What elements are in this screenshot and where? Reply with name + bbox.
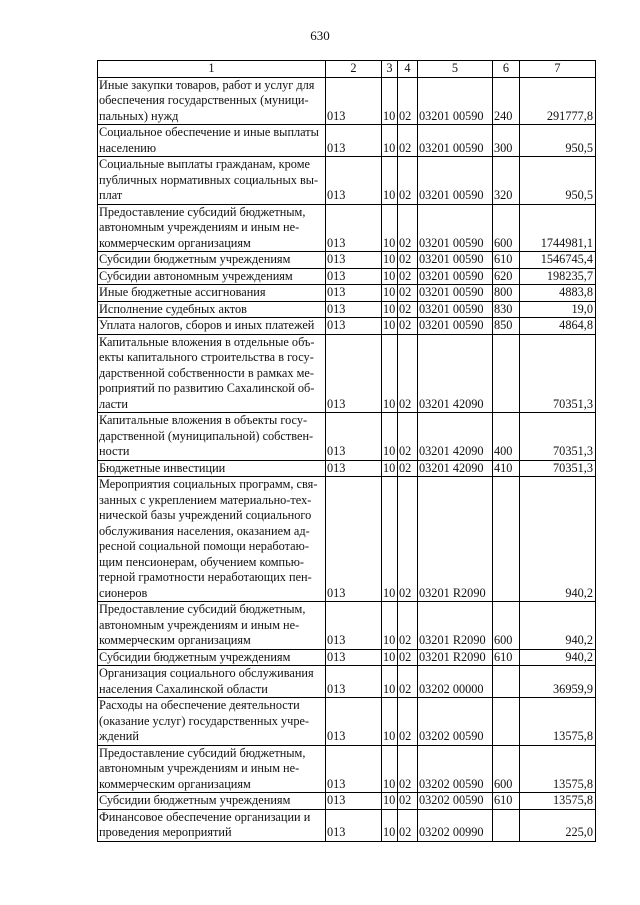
ministry-code: 013 [326,477,382,602]
section-code: 10 [382,477,398,602]
amount: 1546745,4 [520,252,596,269]
ministry-code: 013 [326,285,382,302]
amount: 198235,7 [520,268,596,285]
ministry-code: 013 [326,318,382,335]
amount: 70351,3 [520,334,596,413]
row-label: Предоставление субсидий бюджетным, автономным учреждениям и иным не-коммерческим организациям [98,602,326,650]
table-row [98,204,596,252]
table-row [98,157,596,205]
expense-type-code: 410 [493,460,520,477]
ministry-code: 013 [326,649,382,666]
amount: 940,2 [520,649,596,666]
expense-type-code [493,334,520,413]
ministry-code: 013 [326,793,382,810]
header-col-2: 2 [326,61,382,78]
table-row [98,301,596,318]
target-article-code: 03202 00590 [418,745,493,793]
subsection-code: 02 [398,745,418,793]
row-label: Субсидии бюджетным учреждениям [98,649,326,666]
row-label: Иные бюджетные ассигнования [98,285,326,302]
section-code: 10 [382,698,398,746]
row-label: Предоставление субсидий бюджетным, автономным учреждениям и иным не-коммерческим организациям [98,204,326,252]
table-row [98,698,596,746]
amount: 4883,8 [520,285,596,302]
target-article-code: 03202 00990 [418,809,493,841]
table-row [98,252,596,269]
subsection-code: 02 [398,649,418,666]
table-row [98,77,596,125]
section-code: 10 [382,301,398,318]
row-label: Субсидии автономным учреждениям [98,268,326,285]
amount: 940,2 [520,477,596,602]
target-article-code: 03201 00590 [418,252,493,269]
section-code: 10 [382,318,398,335]
expense-type-code: 610 [493,793,520,810]
row-label: Мероприятия социальных программ, свя-занных с укреплением материально-тех-нической базы учреждений социального обслуживания населения, оказанием ад-ресной социальной помощи неработаю-щим пенсионерам, обучением компью-терной грамотности неработающих пен-сионеров [98,477,326,602]
row-label: Капитальные вложения в объекты госу-дарственной (муниципальной) собствен-ности [98,413,326,461]
table-body [98,77,596,841]
subsection-code: 02 [398,268,418,285]
target-article-code: 03201 00590 [418,77,493,125]
expense-type-code [493,666,520,698]
header-row [98,61,596,78]
expense-type-code [493,809,520,841]
expense-type-code: 610 [493,252,520,269]
table-row [98,666,596,698]
subsection-code: 02 [398,460,418,477]
ministry-code: 013 [326,301,382,318]
section-code: 10 [382,809,398,841]
subsection-code: 02 [398,285,418,302]
subsection-code: 02 [398,602,418,650]
expense-type-code: 800 [493,285,520,302]
expense-type-code: 850 [493,318,520,335]
target-article-code: 03201 42090 [418,334,493,413]
table-row [98,602,596,650]
header-col-5: 5 [418,61,493,78]
subsection-code: 02 [398,334,418,413]
ministry-code: 013 [326,602,382,650]
target-article-code: 03201 00590 [418,301,493,318]
expense-type-code: 400 [493,413,520,461]
expense-type-code: 610 [493,649,520,666]
subsection-code: 02 [398,157,418,205]
target-article-code: 03201 00590 [418,285,493,302]
expense-type-code: 600 [493,204,520,252]
ministry-code: 013 [326,745,382,793]
amount: 13575,8 [520,698,596,746]
ministry-code: 013 [326,157,382,205]
ministry-code: 013 [326,698,382,746]
row-label: Исполнение судебных актов [98,301,326,318]
row-label: Иные закупки товаров, работ и услуг для обеспечения государственных (муници-пальных) нужд [98,77,326,125]
amount: 13575,8 [520,745,596,793]
expense-type-code: 300 [493,125,520,157]
header-col-3: 3 [382,61,398,78]
expense-type-code [493,698,520,746]
table-row [98,334,596,413]
subsection-code: 02 [398,698,418,746]
table-row [98,745,596,793]
table-row [98,793,596,810]
subsection-code: 02 [398,809,418,841]
budget-table [97,60,596,842]
table-row [98,413,596,461]
table-row [98,477,596,602]
amount: 13575,8 [520,793,596,810]
subsection-code: 02 [398,77,418,125]
amount: 225,0 [520,809,596,841]
ministry-code: 013 [326,125,382,157]
target-article-code: 03201 R2090 [418,602,493,650]
amount: 950,5 [520,125,596,157]
target-article-code: 03201 00590 [418,204,493,252]
amount: 4864,8 [520,318,596,335]
section-code: 10 [382,793,398,810]
row-label: Финансовое обеспечение организации и проведения мероприятий [98,809,326,841]
target-article-code: 03201 00590 [418,268,493,285]
table-row [98,460,596,477]
ministry-code: 013 [326,204,382,252]
section-code: 10 [382,125,398,157]
target-article-code: 03201 00590 [418,157,493,205]
expense-type-code: 600 [493,745,520,793]
target-article-code: 03202 00000 [418,666,493,698]
ministry-code: 013 [326,252,382,269]
subsection-code: 02 [398,477,418,602]
table-row [98,285,596,302]
section-code: 10 [382,268,398,285]
row-label: Предоставление субсидий бюджетным, автономным учреждениям и иным не-коммерческим организациям [98,745,326,793]
expense-type-code: 320 [493,157,520,205]
target-article-code: 03202 00590 [418,793,493,810]
expense-type-code [493,477,520,602]
ministry-code: 013 [326,666,382,698]
subsection-code: 02 [398,413,418,461]
header-col-4: 4 [398,61,418,78]
ministry-code: 013 [326,809,382,841]
table-row [98,809,596,841]
row-label: Бюджетные инвестиции [98,460,326,477]
section-code: 10 [382,413,398,461]
section-code: 10 [382,602,398,650]
subsection-code: 02 [398,204,418,252]
target-article-code: 03201 00590 [418,318,493,335]
row-label: Организация социального обслуживания населения Сахалинской области [98,666,326,698]
row-label: Социальное обеспечение и иные выплаты населению [98,125,326,157]
ministry-code: 013 [326,413,382,461]
ministry-code: 013 [326,77,382,125]
amount: 1744981,1 [520,204,596,252]
ministry-code: 013 [326,268,382,285]
amount: 950,5 [520,157,596,205]
table-row [98,268,596,285]
amount: 291777,8 [520,77,596,125]
section-code: 10 [382,77,398,125]
target-article-code: 03201 42090 [418,413,493,461]
expense-type-code: 240 [493,77,520,125]
table-row [98,318,596,335]
target-article-code: 03202 00590 [418,698,493,746]
subsection-code: 02 [398,301,418,318]
table-row [98,125,596,157]
section-code: 10 [382,334,398,413]
row-label: Субсидии бюджетным учреждениям [98,793,326,810]
expense-type-code: 620 [493,268,520,285]
amount: 70351,3 [520,460,596,477]
amount: 940,2 [520,602,596,650]
target-article-code: 03201 R2090 [418,477,493,602]
row-label: Расходы на обеспечение деятельности (оказание услуг) государственных учре-ждений [98,698,326,746]
ministry-code: 013 [326,334,382,413]
expense-type-code: 830 [493,301,520,318]
expense-type-code: 600 [493,602,520,650]
row-label: Социальные выплаты гражданам, кроме публичных нормативных социальных вы-плат [98,157,326,205]
subsection-code: 02 [398,793,418,810]
header-col-7: 7 [520,61,596,78]
section-code: 10 [382,745,398,793]
header-col-1: 1 [98,61,326,78]
section-code: 10 [382,285,398,302]
amount: 70351,3 [520,413,596,461]
subsection-code: 02 [398,666,418,698]
section-code: 10 [382,460,398,477]
target-article-code: 03201 00590 [418,125,493,157]
section-code: 10 [382,204,398,252]
row-label: Уплата налогов, сборов и иных платежей [98,318,326,335]
section-code: 10 [382,157,398,205]
subsection-code: 02 [398,252,418,269]
subsection-code: 02 [398,318,418,335]
row-label: Субсидии бюджетным учреждениям [98,252,326,269]
table-header [98,61,596,78]
page-number: 630 [310,28,330,43]
ministry-code: 013 [326,460,382,477]
amount: 19,0 [520,301,596,318]
target-article-code: 03201 42090 [418,460,493,477]
section-code: 10 [382,252,398,269]
section-code: 10 [382,649,398,666]
amount: 36959,9 [520,666,596,698]
section-code: 10 [382,666,398,698]
table-row [98,649,596,666]
target-article-code: 03201 R2090 [418,649,493,666]
header-col-6: 6 [493,61,520,78]
row-label: Капитальные вложения в отдельные объ-екты капитального строительства в госу-дарственной собственности в рамках ме-роприятий по развитию Сахалинской об-ласти [98,334,326,413]
subsection-code: 02 [398,125,418,157]
